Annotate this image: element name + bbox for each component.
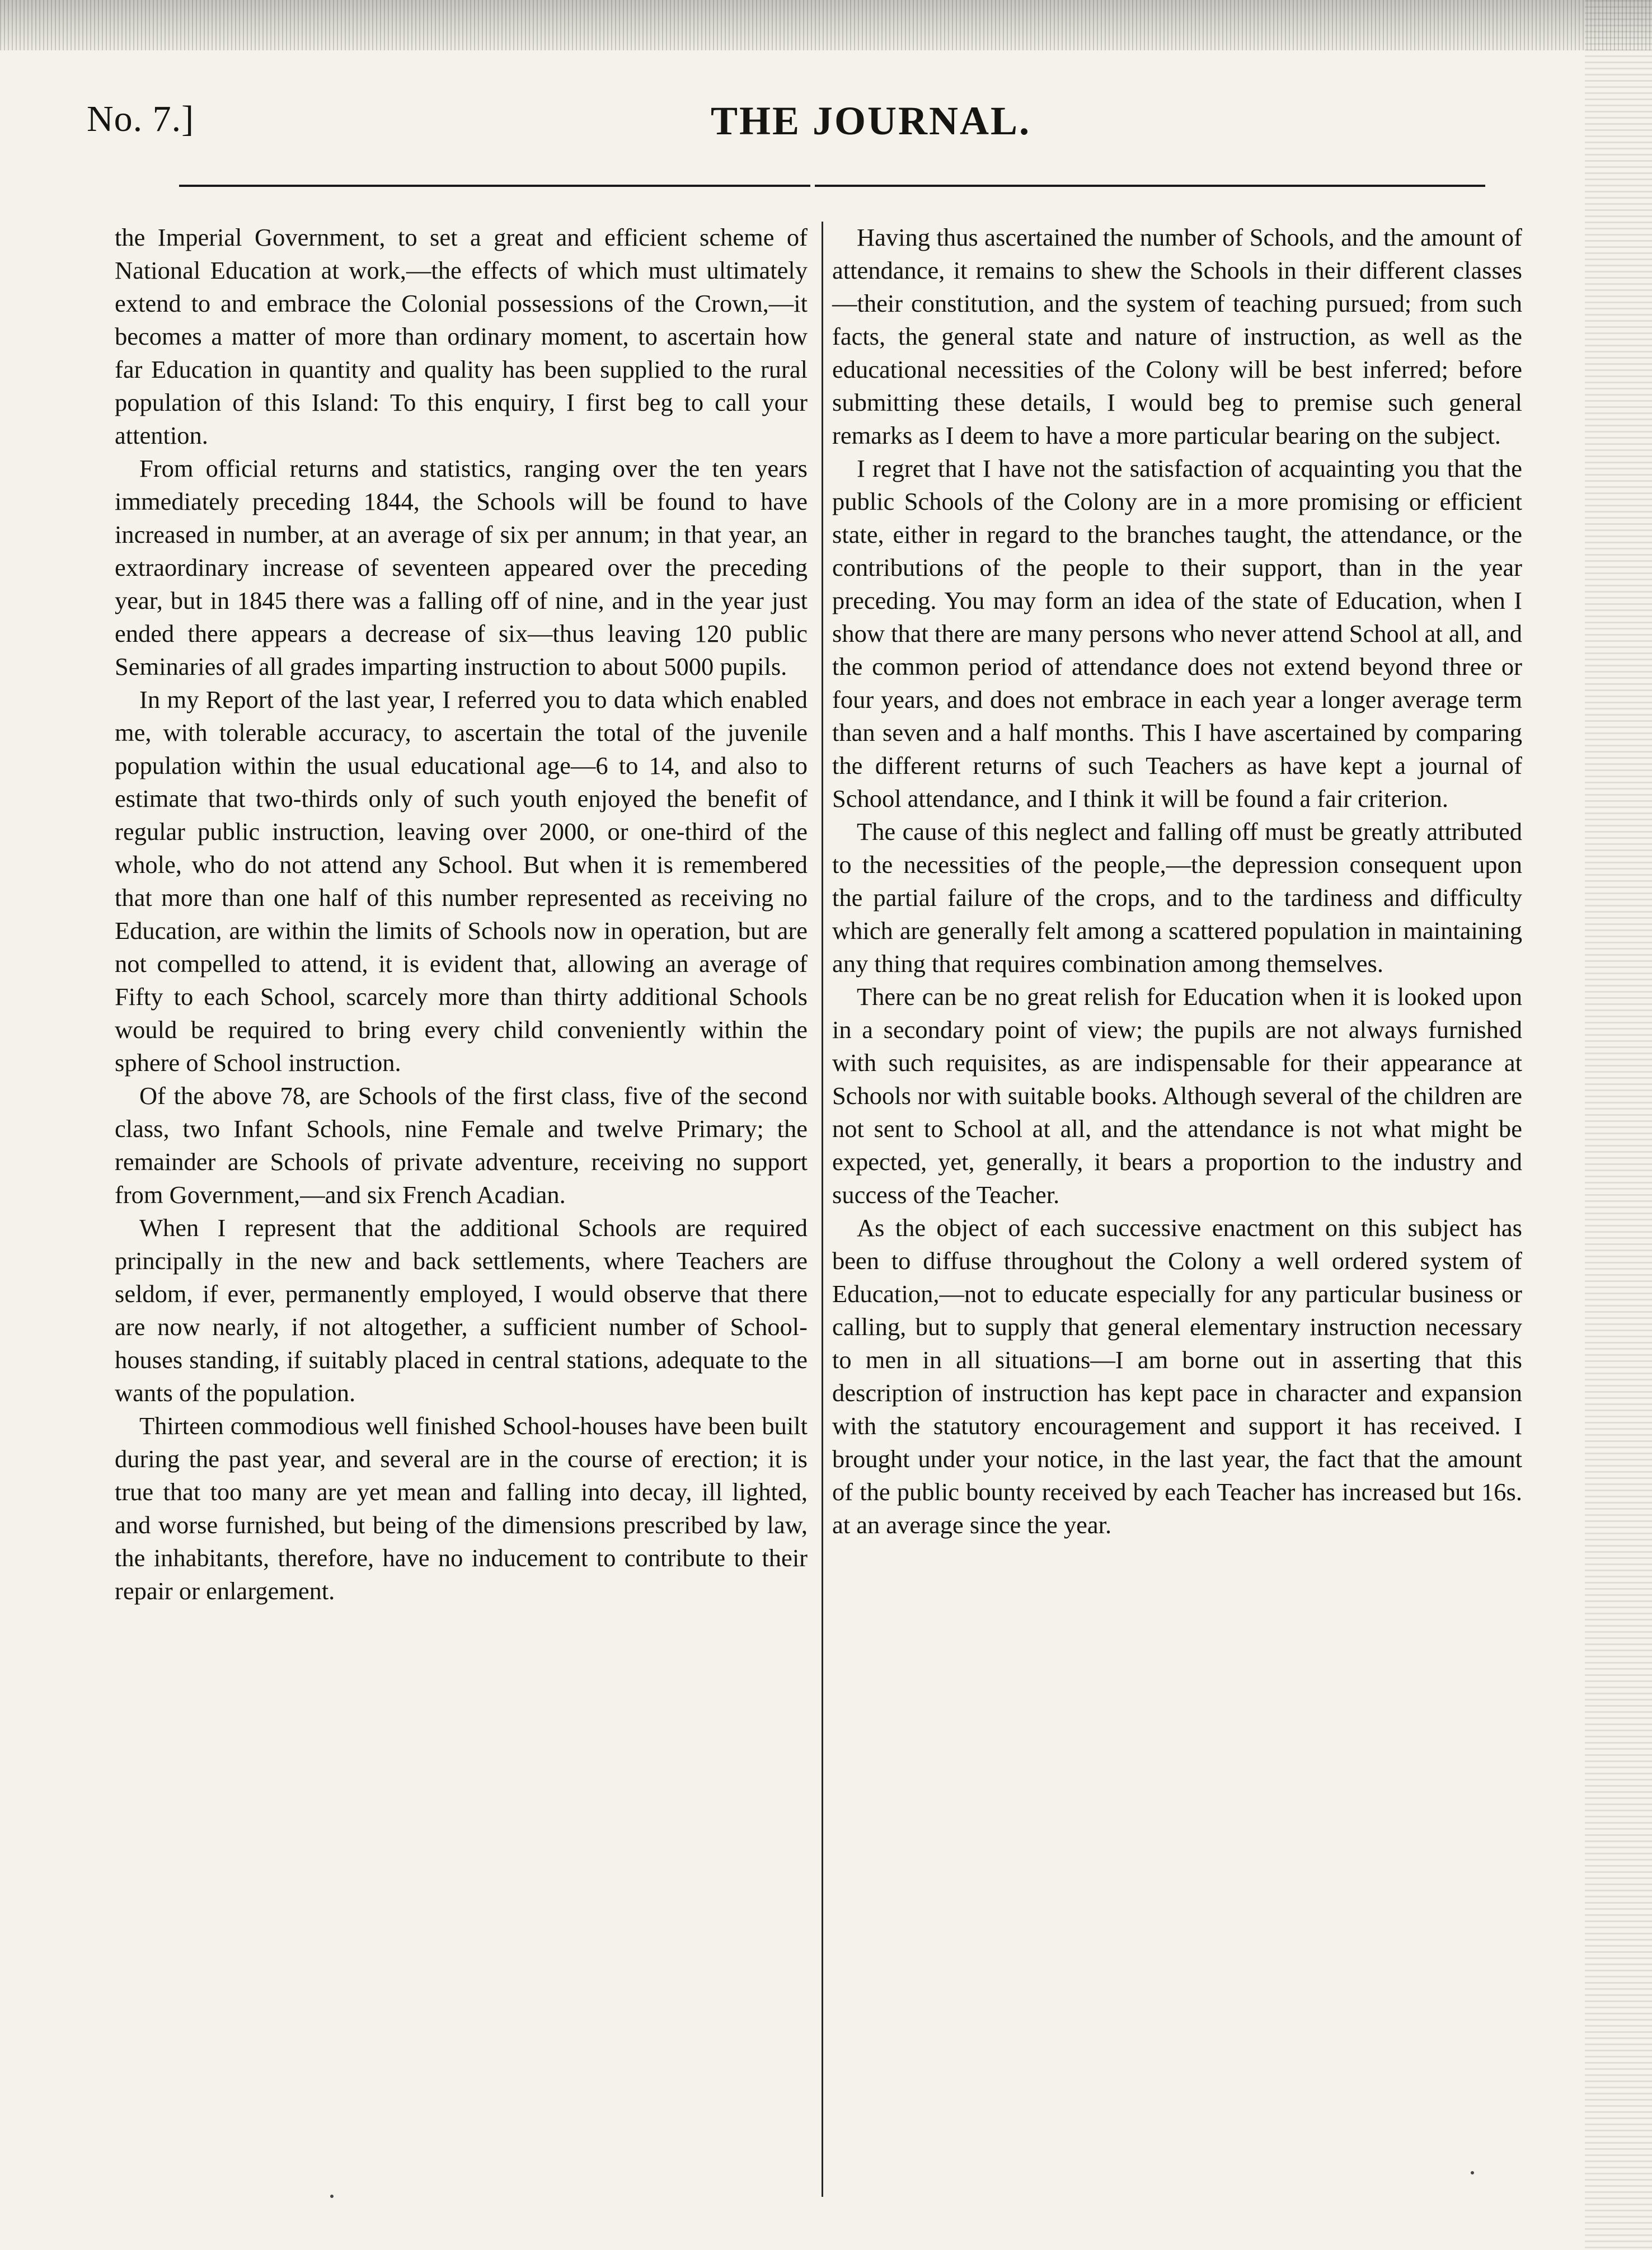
paragraph: The cause of this neglect and falling off must be greatly attributed to the necessities of the people,—the depression consequent upon the partial failure of the crops, and to the tardiness and difficulty which are generally felt among a scattered population in maintaining any thing that requires combination among themselves. <box>832 818 1522 978</box>
header-rule-left <box>179 185 810 187</box>
paragraph: Of the above 78, are Schools of the first class, five of the second class, two Infant Schools, nine Female and twelve Primary; the remainder are Schools of private adventure, receiving no support from Government,—and six French Acadian. <box>115 1082 808 1209</box>
ink-speck <box>1471 2171 1474 2174</box>
scan-edge-speckle <box>1585 0 1652 2250</box>
scan-noise-band <box>0 0 1652 50</box>
paragraph: the Imperial Government, to set a great and efficient scheme of National Education at work,—the effects of which must ultimately extend to and embrace the Colonial possessions of the Crown,—it becomes a matter of more than ordinary moment, to ascertain how far Education in quantity and quality has been supplied to the rural population of this Island: To this enquiry, I first beg to call your attention. <box>115 223 808 449</box>
paragraph: I regret that I have not the satisfaction of acquainting you that the public Schools of the Colony are in a more promising or efficient state, either in regard to the branches taught, the attendance, or the contributions of the people to their support, than in the year preceding. You may form an idea of the state of Education, when I show that there are many persons who never attend School at all, and the common period of attendance does not extend beyond three or four years, and does not embrace in each year a longer average term than seven and a half months. This I have ascertained by comparing the different returns of such Teachers as have kept a journal of School attendance, and I think it will be found a fair criterion. <box>832 454 1522 812</box>
header-rule-right <box>815 185 1485 187</box>
paragraph: From official returns and statistics, ranging over the ten years immediately preceding 1844, the Schools will be found to have increased in number, at an average of six per annum; in that year, an extraordinary increase of seventeen appeared over the preceding year, but in 1845 there was a falling off of nine, and in the year just ended there appears a decrease of six—thus leaving 120 public Seminaries of all grades imparting instruction to about 5000 pupils. <box>115 454 808 680</box>
ink-speck <box>330 2195 334 2198</box>
issue-number: No. 7.] <box>87 98 195 139</box>
journal-title: THE JOURNAL. <box>711 98 1031 143</box>
paragraph: There can be no great relish for Education when it is looked upon in a secondary point of view; the pupils are not always furnished with such requisites, as are indispensable for their appearance at Schools nor with suitable books. Although several of the children are not sent to School at all, and the attendance is not what might be expected, yet, generally, it bears a proportion to the industry and success of the Teacher. <box>832 983 1522 1209</box>
page-header <box>87 98 1531 165</box>
paragraph: When I represent that the additional Schools are required principally in the new and back settlements, where Teachers are seldom, if ever, permanently employed, I would observe that there are now nearly, if not altogether, a sufficient number of School-houses standing, if suitably placed in central stations, adequate to the wants of the population. <box>115 1214 808 1407</box>
paragraph: Having thus ascertained the number of Schools, and the amount of attendance, it remains to shew the Schools in their different classes—their constitution, and the system of teaching pursued; from such facts, the general state and nature of instruction, as well as the educational necessities of the Colony will be best inferred; before submitting these details, I would beg to premise such general remarks as I deem to have a more particular bearing on the subject. <box>832 223 1522 449</box>
paragraph: As the object of each successive enactment on this subject has been to diffuse throughout the Colony a well ordered system of Education,—not to educate especially for any particular business or calling, but to supply that general elementary instruction necessary to men in all situations—I am borne out in asserting that this description of instruction has kept pace in character and expansion with the statutory encouragement and support it has received. I brought under your notice, in the last year, the fact that the amount of the public bounty received by each Teacher has increased but 16s. at an average since the year. <box>832 1214 1522 1539</box>
paragraph: In my Report of the last year, I referred you to data which enabled me, with tolerable accuracy, to ascertain the total of the juvenile population within the usual educational age—6 to 14, and also to estimate that two-thirds only of such youth enjoyed the benefit of regular public instruction, leaving over 2000, or one-third of the whole, who do not attend any School. But when it is remembered that more than one half of this number represented as receiving no Education, are within the limits of Schools now in operation, but are not compelled to attend, it is evident that, allowing an average of Fifty to each School, scarcely more than thirty additional Schools would be required to bring every child conveniently within the sphere of School instruction. <box>115 685 808 1077</box>
right-column <box>832 221 1522 1542</box>
paragraph: Thirteen commodious well finished School-houses have been built during the past year, and several are in the course of erection; it is true that too many are yet mean and falling into decay, ill lighted, and worse furnished, but being of the dimensions prescribed by law, the inhabitants, therefore, have no inducement to contribute to their repair or enlargement. <box>115 1412 808 1605</box>
left-column <box>115 221 808 1608</box>
column-divider <box>822 222 823 2197</box>
